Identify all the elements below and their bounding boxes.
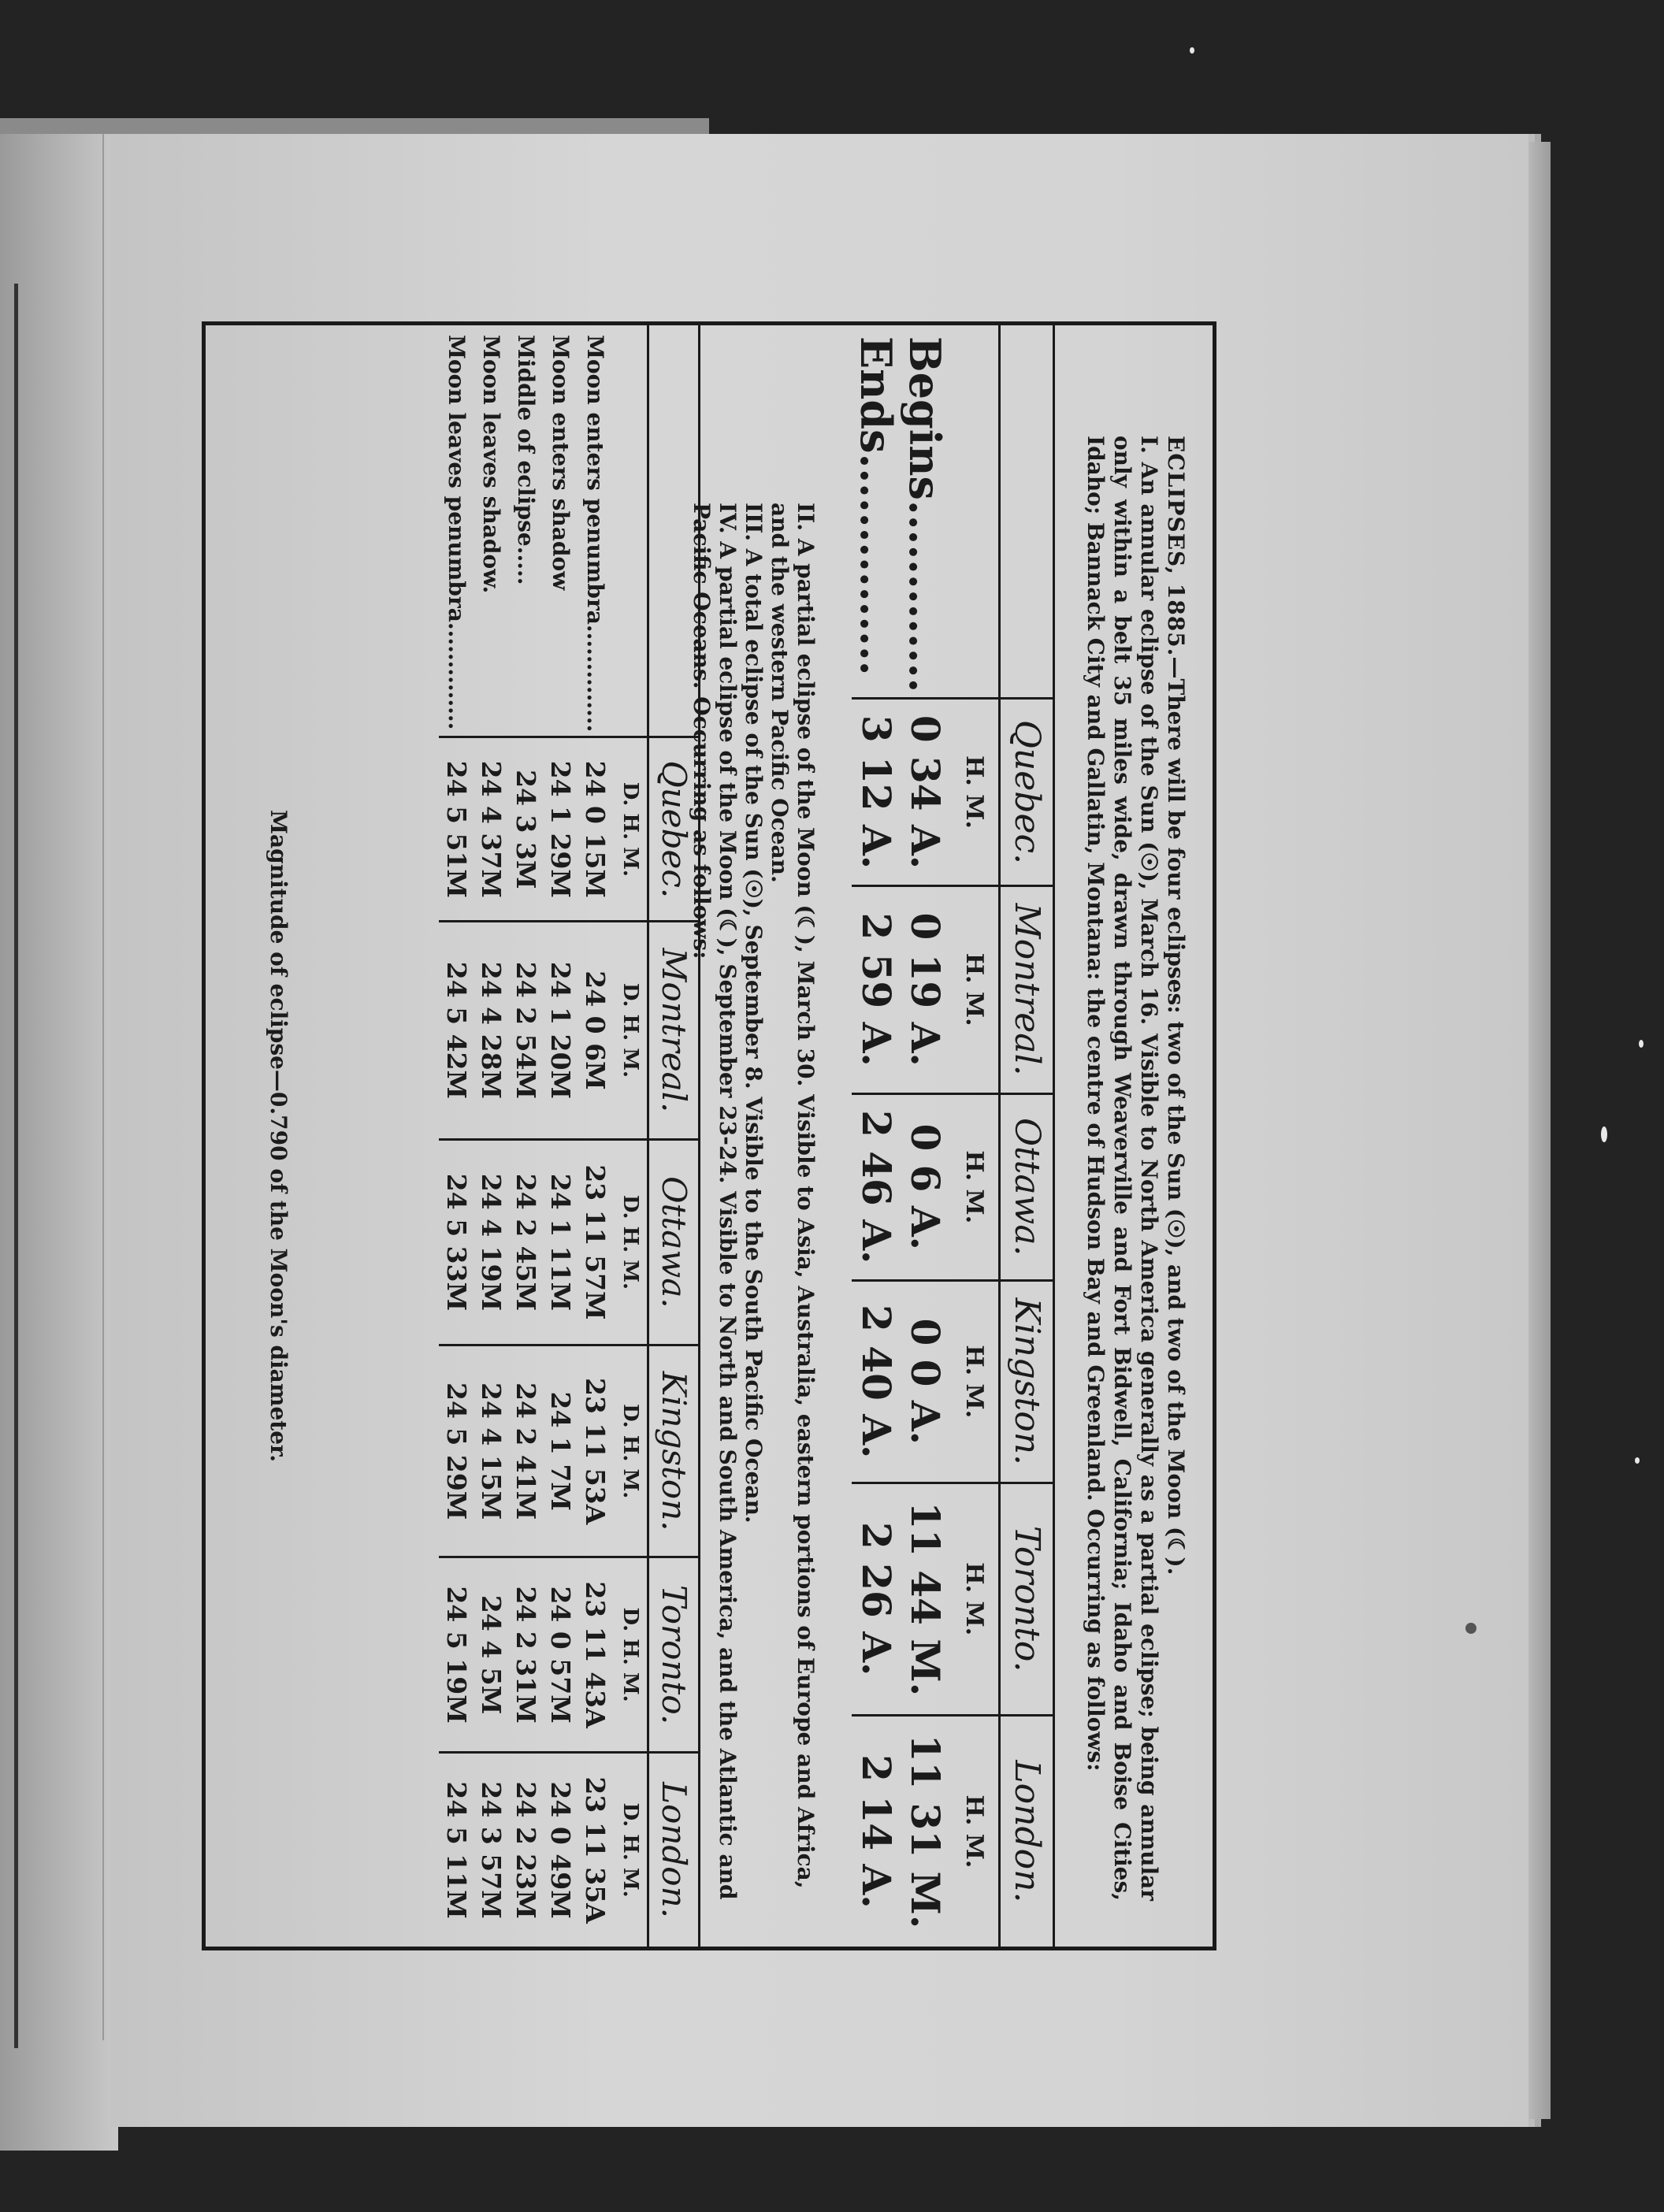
units-label: D. H. M. [612, 1139, 648, 1345]
table2-city-header: Toronto. [648, 1557, 700, 1753]
dust-speck [1635, 1457, 1640, 1464]
table-row [508, 325, 543, 1947]
facing-page-top [0, 118, 709, 134]
table1-city-header: London. [1000, 1715, 1054, 1947]
eclipse-4-description: IV. A partial eclipse of the Moon (☾), September 23-24. Visible to North and South America, and the Atlantic and Pacific Oceans. Occurring as follows: [689, 503, 741, 1900]
table1-city-header: Ottawa. [1000, 1093, 1054, 1280]
row-label: Middle of eclipse..... [513, 335, 539, 585]
table-cell: 24 5 42M [439, 922, 474, 1139]
table-cell: 24 4 19M [474, 1139, 508, 1345]
table-cell: 24 5 19M [439, 1557, 474, 1753]
table-cell: 24 1 7M [543, 1345, 578, 1557]
table-row [543, 325, 578, 1947]
units-label: D. H. M. [612, 737, 648, 922]
table-cell: 24 5 51M [439, 737, 474, 922]
table2-city-header: Kingston. [648, 1345, 700, 1557]
table-cell: 24 3 57M [474, 1753, 508, 1947]
dust-speck [1639, 1040, 1644, 1048]
table-cell: 0 6 A. [901, 1093, 949, 1280]
table-cell: 0 0 A. [901, 1280, 949, 1483]
units-label: D. H. M. [612, 1345, 648, 1557]
table-cell: 24 2 45M [508, 1139, 543, 1345]
table-cell: 24 5 11M [439, 1753, 474, 1947]
table2-city-header: Quebec. [648, 737, 700, 922]
table-cell: 0 19 A. [901, 885, 949, 1093]
table-cell: 24 0 49M [543, 1753, 578, 1947]
units-label: H. M. [949, 885, 1000, 1093]
other-eclipses [689, 503, 819, 1921]
table-cell: 2 26 A. [852, 1483, 901, 1715]
units-label: H. M. [949, 1280, 1000, 1483]
table2-city-header: Montreal. [648, 922, 700, 1139]
table-cell: 24 5 29M [439, 1345, 474, 1557]
table-cell: 2 46 A. [852, 1093, 901, 1280]
table-cell: 11 31 M. [901, 1715, 949, 1947]
table-cell: 0 34 A. [901, 699, 949, 885]
magnitude-note: Magnitude of eclipse—0.790 of the Moon's diameter. [266, 810, 292, 1462]
units-label: H. M. [949, 1715, 1000, 1947]
units-label: D. H. M. [612, 1557, 648, 1753]
binding-line [102, 134, 104, 2040]
dust-speck [1190, 47, 1194, 54]
eclipse-notice-frame [202, 321, 1216, 1950]
table-cell: 11 44 M. [901, 1483, 949, 1715]
row-label: Moon leaves penumbra.............. [444, 335, 470, 730]
table-cell: 24 5 33M [439, 1139, 474, 1345]
table-cell: 24 0 57M [543, 1557, 578, 1753]
table2-city-header: London. [648, 1753, 700, 1947]
row-label: Begins............. [900, 336, 950, 693]
table1-city-header: Kingston. [1000, 1280, 1054, 1483]
table1-city-header: Quebec. [1000, 699, 1054, 885]
dust-speck [1465, 1623, 1476, 1634]
units-label: D. H. M. [612, 1753, 648, 1947]
table-cell: 24 4 28M [474, 922, 508, 1139]
table1-city-header: Toronto. [1000, 1483, 1054, 1715]
eclipse-3-description: III. A total eclipse of the Sun (☉), September 8. Visible to the South Pacific Ocean. [741, 503, 767, 1524]
row-label: Moon enters penumbra.............. [582, 335, 608, 733]
table1-city-header: Montreal. [1000, 885, 1054, 1093]
table-cell: 23 11 53A [578, 1345, 612, 1557]
annular-eclipse-table [852, 325, 1055, 1947]
table-cell: 3 12 A. [852, 699, 901, 885]
table-cell: 24 2 41M [508, 1345, 543, 1557]
row-label: Moon enters shadow [548, 335, 574, 591]
table-cell: 24 2 23M [508, 1753, 543, 1947]
table-cell: 23 11 35A [578, 1753, 612, 1947]
table-cell: 24 4 37M [474, 737, 508, 922]
facing-page-edge [0, 118, 118, 2151]
table-cell: 24 1 20M [543, 922, 578, 1139]
facing-page-rule [14, 284, 18, 2048]
table-cell: 2 40 A. [852, 1280, 901, 1483]
table-row [852, 325, 901, 1947]
table2-city-header: Ottawa. [648, 1139, 700, 1345]
table-cell: 23 11 57M [578, 1139, 612, 1345]
table-row [439, 325, 474, 1947]
row-label: Moon leaves shadow. [478, 335, 504, 594]
table-cell: 24 1 29M [543, 737, 578, 922]
lunar-eclipse-table [439, 325, 700, 1947]
units-label: H. M. [949, 1483, 1000, 1715]
row-label: Ends............... [850, 336, 901, 676]
table-cell: 24 1 11M [543, 1139, 578, 1345]
table-row [474, 325, 508, 1947]
table-cell: 24 0 15M [578, 737, 612, 922]
units-label: H. M. [949, 699, 1000, 885]
table-cell: 24 2 54M [508, 922, 543, 1139]
table-row [901, 325, 949, 1947]
table-cell: 2 14 A. [852, 1715, 901, 1947]
table-cell: 24 4 5M [474, 1557, 508, 1753]
units-label: H. M. [949, 1093, 1000, 1280]
dust-speck [1601, 1126, 1607, 1142]
units-corner [949, 325, 1000, 699]
eclipse-1-description: I. An annular eclipse of the Sun (☉), March 16. Visible to North America generally as a partial eclipse; being annular only within a belt 35 miles wide, drawn through Weaverville and Fort Bidwell, California; Idaho and Boise Cities, Idaho; Bannack City and Gallatin, Montana: the centre of Hudson Bay and Greenland. Occurring as follows: [1083, 436, 1162, 1901]
notice-heading: ECLIPSES, 1885. [1163, 436, 1189, 657]
table2-corner [648, 325, 700, 737]
table-cell: 2 59 A. [852, 885, 901, 1093]
table-cell: 24 2 31M [508, 1557, 543, 1753]
table-row [578, 325, 612, 1947]
table-cell: 23 11 43A [578, 1557, 612, 1753]
eclipse-2-description: II. A partial eclipse of the Moon (☾), March 30. Visible to Asia, Australia, eastern portions of Europe and Africa, and the western Pacific Ocean. [767, 503, 819, 1889]
table-cell: 24 4 15M [474, 1345, 508, 1557]
units-label: D. H. M. [612, 922, 648, 1139]
table-cell: 24 0 6M [578, 922, 612, 1139]
eclipse-notice [202, 321, 1216, 1950]
intro-text: —There will be four eclipses: two of the Sun (☉), and two of the Moon (☾). [1163, 656, 1189, 1575]
units-corner [612, 325, 648, 737]
table-cell: 24 3 3M [508, 737, 543, 922]
page-edge [1528, 142, 1551, 2119]
intro-paragraph [1082, 436, 1189, 1901]
table1-corner [1000, 325, 1054, 699]
